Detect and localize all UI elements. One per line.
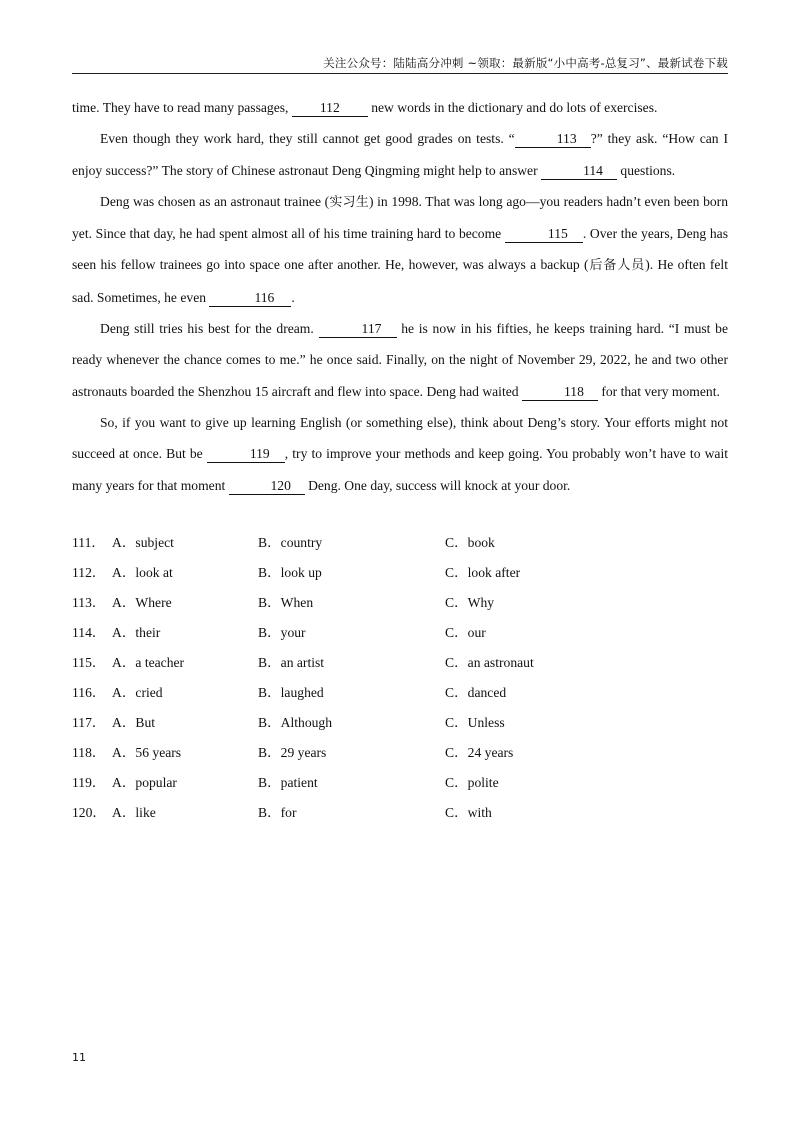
chinese-gloss: 实习生 xyxy=(329,194,369,210)
question-number: 120． xyxy=(72,805,106,820)
paragraph-5 xyxy=(72,407,728,501)
blank-116: 116 xyxy=(209,290,291,307)
option-a[interactable]: A．like xyxy=(112,805,156,820)
option-row-115 xyxy=(72,651,728,681)
question-number: 116． xyxy=(72,685,106,700)
option-c[interactable]: C．Why xyxy=(445,595,495,610)
text-span: ?” they ask. “How can I enjoy success?” The story of Chinese astronaut Deng Qingming might help to answer xyxy=(72,131,728,178)
option-a[interactable]: A．look at xyxy=(112,565,173,580)
option-row-118 xyxy=(72,741,728,771)
question-number: 117． xyxy=(72,715,106,730)
page-header xyxy=(72,55,728,74)
blank-114: 114 xyxy=(541,163,617,180)
answer-options xyxy=(72,531,728,831)
text-span: . xyxy=(291,289,295,305)
question-number: 118． xyxy=(72,745,106,760)
option-a[interactable]: A．cried xyxy=(112,685,163,700)
question-number: 112． xyxy=(72,565,106,580)
text-span: Deng. One day, success will knock at your door. xyxy=(304,477,571,493)
text-span: Even though they work hard, they still cannot get good grades on tests. “ xyxy=(100,131,515,147)
option-c[interactable]: C．Unless xyxy=(445,715,505,730)
header-text: 关注公众号：陆陆高分冲刺 ~领取：最新版“小中高考-总复习”、最新试卷下载 xyxy=(323,56,728,70)
option-row-114 xyxy=(72,621,728,651)
option-c[interactable]: C．book xyxy=(445,535,495,550)
paragraph-3 xyxy=(72,186,728,313)
option-a[interactable]: A．their xyxy=(112,625,161,640)
option-c[interactable]: C．24 years xyxy=(445,745,514,760)
option-b[interactable]: B．patient xyxy=(258,775,318,790)
option-row-111 xyxy=(72,531,728,561)
text-span: Deng was chosen as an astronaut trainee ( xyxy=(100,193,330,209)
option-b[interactable]: B．an artist xyxy=(258,655,325,670)
option-b[interactable]: B．Although xyxy=(258,715,333,730)
option-c[interactable]: C．danced xyxy=(445,685,507,700)
text-span: for that very moment. xyxy=(597,383,720,399)
option-b[interactable]: B．When xyxy=(258,595,314,610)
option-c[interactable]: C．polite xyxy=(445,775,499,790)
option-b[interactable]: B．29 years xyxy=(258,745,327,760)
text-span: . Over the years, Deng has seen his fellow trainees go into space one after another. He, however, was always a backup ( xyxy=(72,226,728,273)
question-number: 119． xyxy=(72,775,106,790)
reading-passage xyxy=(72,92,728,501)
option-b[interactable]: B．laughed xyxy=(258,685,324,700)
blank-120: 120 xyxy=(229,478,305,495)
text-span: he is now in his fifties, he keeps training hard. “I must be ready whenever the chance comes to me.” he once said. Finally, on the night of November 29, 2022, he and two other astronauts boarded the Shenzhou 15 aircraft and flew into space. Deng had waited xyxy=(72,321,728,399)
page-number: 11 xyxy=(72,1051,86,1064)
option-c[interactable]: C．an astronaut xyxy=(445,655,534,670)
text-span: ) in 1998. That was long ago—you readers hadn’t even been born yet. Since that day, he had spent almost all of his time training hard to become xyxy=(72,193,728,242)
blank-118: 118 xyxy=(522,384,598,401)
option-b[interactable]: B．your xyxy=(258,625,306,640)
option-a[interactable]: A．subject xyxy=(112,535,174,550)
blank-119: 119 xyxy=(207,446,285,463)
question-number: 115． xyxy=(72,655,106,670)
paragraph-1 xyxy=(72,92,728,123)
option-a[interactable]: A．56 years xyxy=(112,745,182,760)
blank-112: 112 xyxy=(292,100,368,117)
option-b[interactable]: B．look up xyxy=(258,565,322,580)
option-row-117 xyxy=(72,711,728,741)
question-number: 113． xyxy=(72,595,106,610)
option-row-119 xyxy=(72,771,728,801)
text-span: time. They have to read many passages, xyxy=(72,100,292,115)
option-a[interactable]: A．popular xyxy=(112,775,177,790)
blank-117: 117 xyxy=(319,321,397,338)
option-b[interactable]: B．country xyxy=(258,535,323,550)
blank-115: 115 xyxy=(505,226,583,243)
text-span: Deng still tries his best for the dream. xyxy=(100,321,319,337)
question-number: 114． xyxy=(72,625,106,640)
option-row-112 xyxy=(72,561,728,591)
chinese-gloss: 后备人员 xyxy=(588,258,646,274)
option-c[interactable]: C．our xyxy=(445,625,486,640)
option-a[interactable]: A．Where xyxy=(112,595,172,610)
option-b[interactable]: B．for xyxy=(258,805,297,820)
option-a[interactable]: A．But xyxy=(112,715,156,730)
paragraph-4 xyxy=(72,313,728,407)
text-span: new words in the dictionary and do lots of exercises. xyxy=(367,100,658,115)
option-row-120 xyxy=(72,801,728,831)
option-row-113 xyxy=(72,591,728,621)
option-row-116 xyxy=(72,681,728,711)
paragraph-2 xyxy=(72,123,728,186)
text-span: So, if you want to give up learning English (or something else), think about Deng’s story. Your efforts might not succeed at once. But be xyxy=(72,414,728,462)
option-a[interactable]: A．a teacher xyxy=(112,655,185,670)
option-c[interactable]: C．look after xyxy=(445,565,521,580)
option-c[interactable]: C．with xyxy=(445,805,492,820)
text-span: ). He often felt sad. Sometimes, he even xyxy=(72,257,728,305)
question-number: 111． xyxy=(72,535,105,550)
blank-113: 113 xyxy=(515,131,591,148)
text-span: , try to improve your methods and keep going. You probably won’t have to wait many years for that moment xyxy=(72,446,728,493)
text-span: questions. xyxy=(617,162,676,178)
